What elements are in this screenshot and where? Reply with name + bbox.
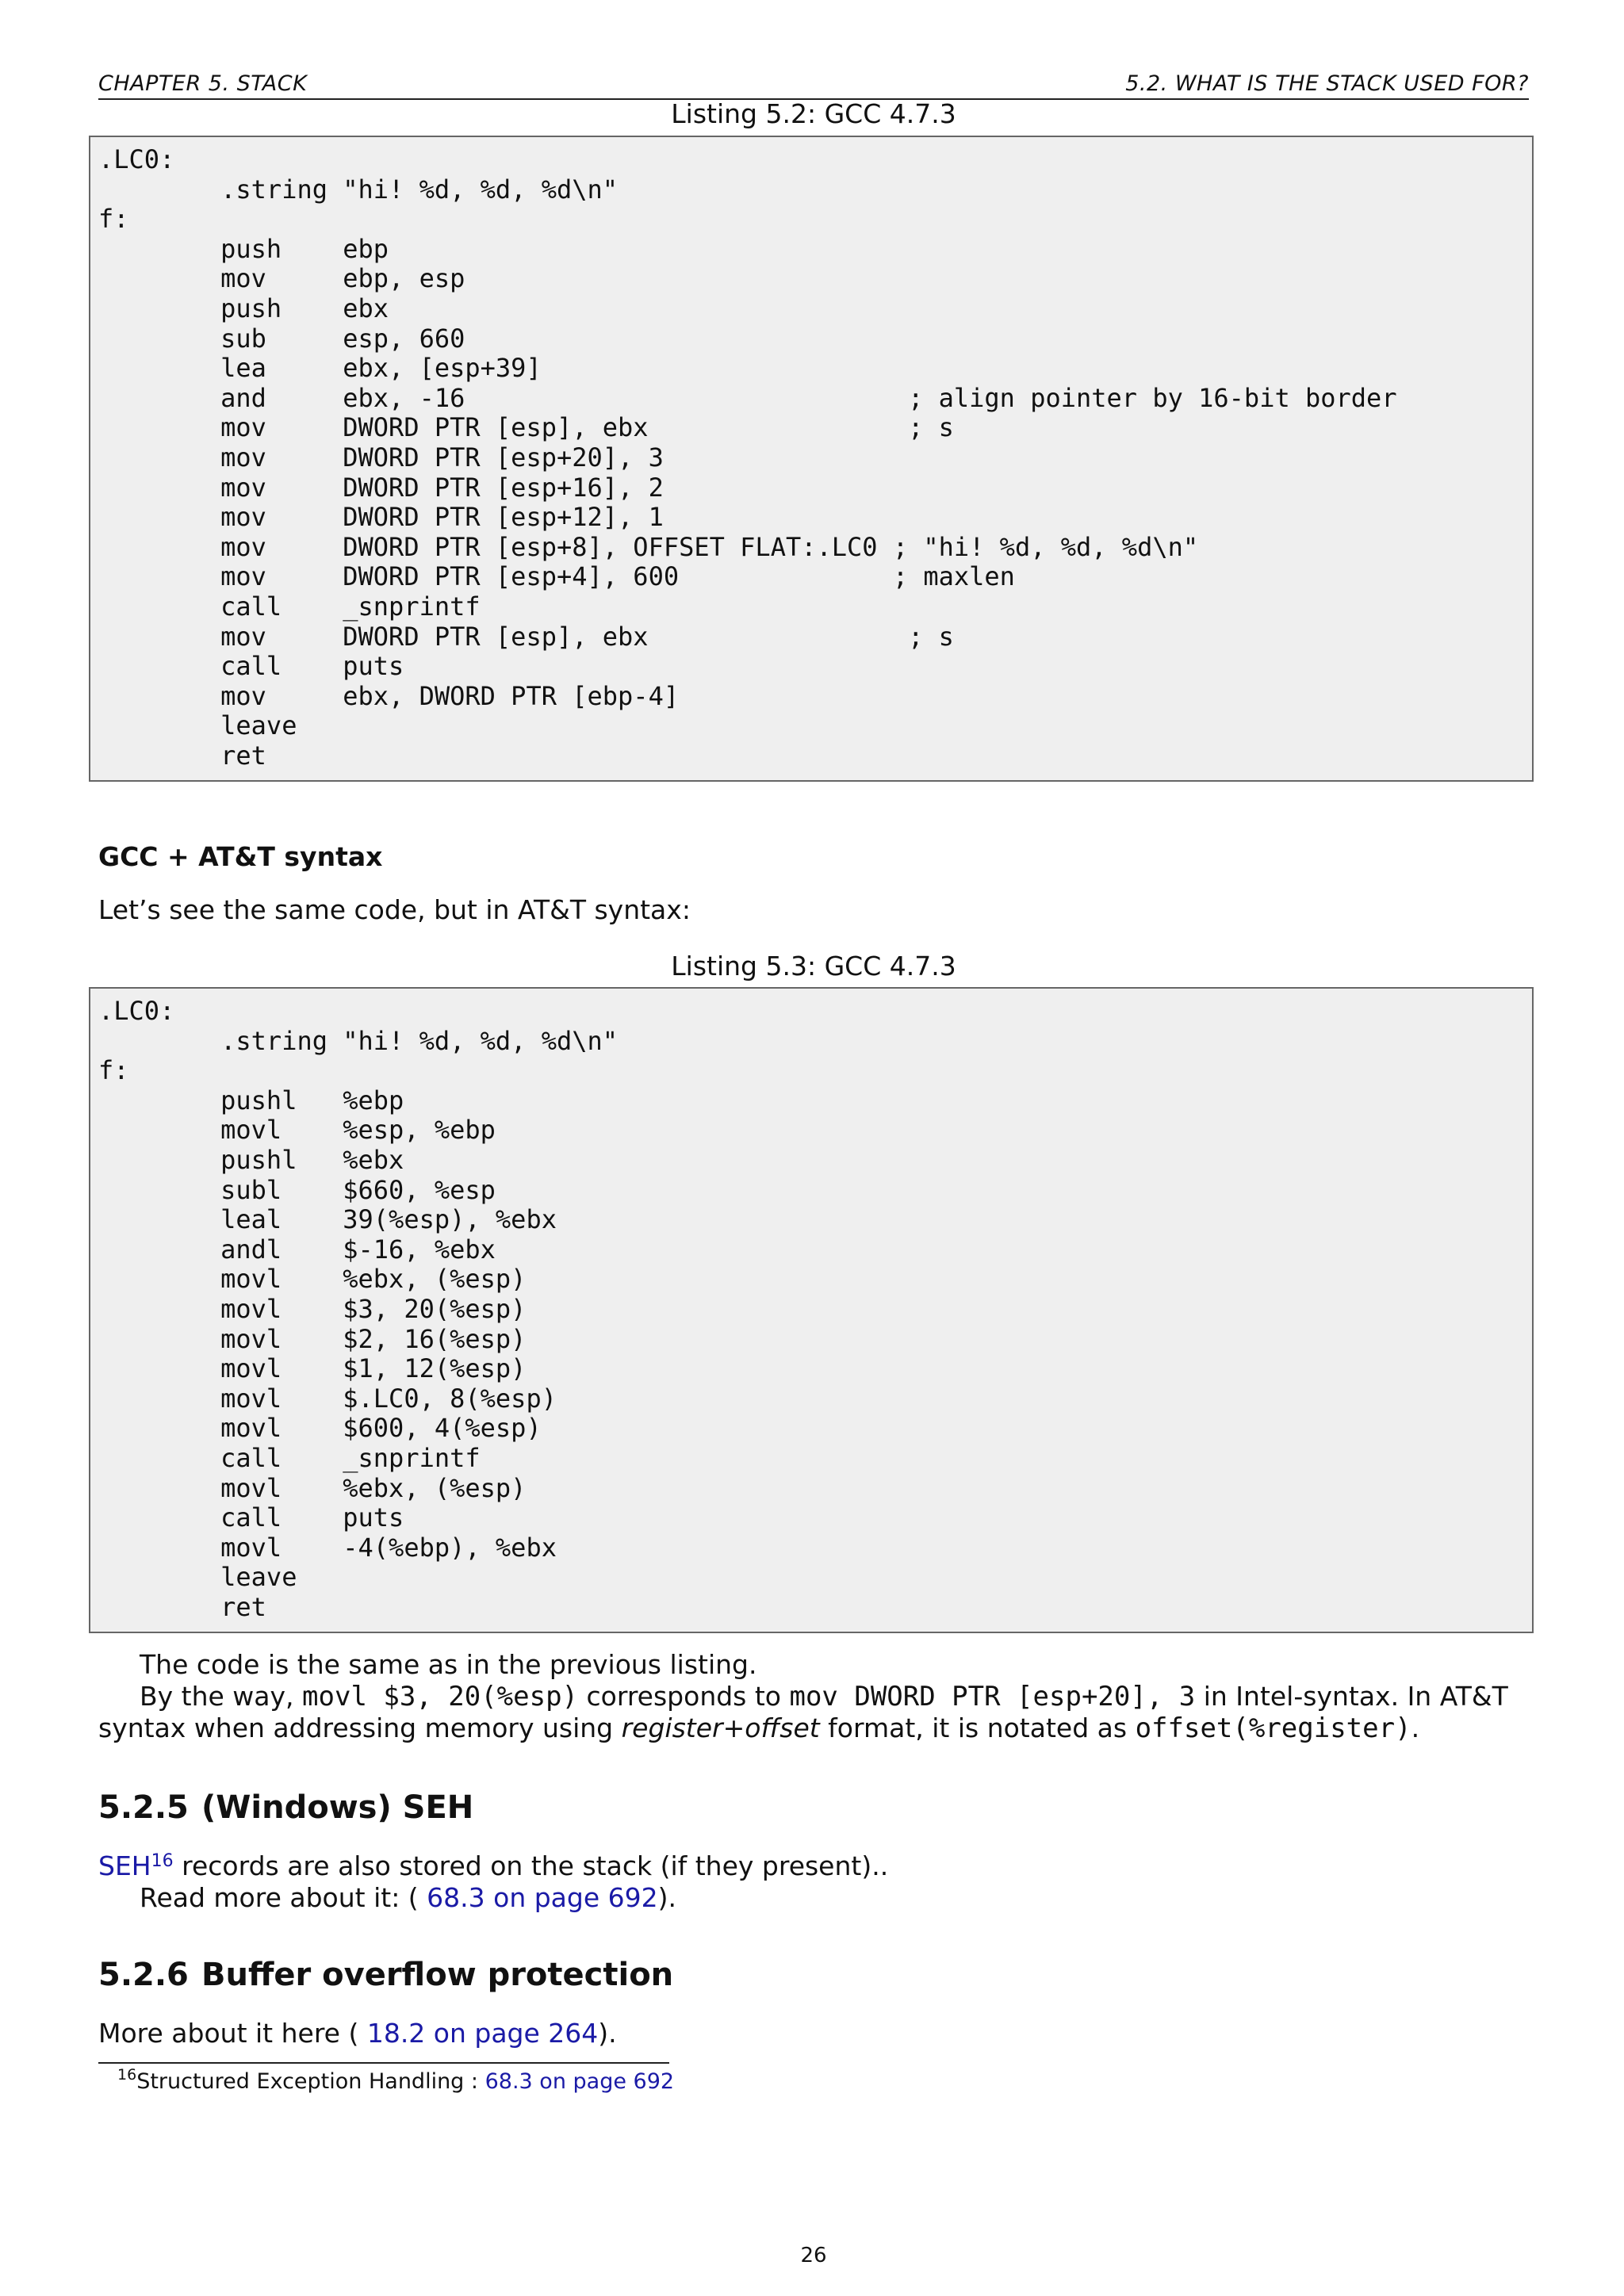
document-page	[98, 0, 1529, 2296]
register-offset-text: register+offset	[621, 1712, 820, 1743]
section-number: 5.2.5	[98, 1789, 189, 1826]
seh-link[interactable]: SEH	[98, 1850, 151, 1881]
header-section: 5.2. WHAT IS THE STACK USED FOR?	[1125, 71, 1529, 96]
section-5-2-6-heading	[98, 1957, 673, 1993]
att-syntax-heading: GCC + AT&T syntax	[98, 841, 383, 872]
page-number: 26	[800, 2244, 827, 2267]
listing-5-2-code: .LC0: .string "hi! %d, %d, %d\n" f: push ebp mov ebp, esp push ebx sub esp, 660 lea ebx, [esp+39] and ebx, -16 ; align pointer by 16-bit border mov DWORD PTR [esp], ebx ; s mov DWORD PTR [esp+20], 3 mov DWORD PTR [esp+16], 2 mov DWORD PTR [esp+12], 1 mov DWORD PTR [esp+8], OFFSET FLAT:.LC0 ; "hi! %d, %d, %d\n" mov DWORD PTR [esp+4], 600 ; maxlen call _snprintf mov DWORD PTR [esp], ebx ; s call puts mov ebx, DWORD PTR [ebp-4] leave ret	[98, 144, 1397, 771]
listing-5-3-code-block	[89, 987, 1534, 1633]
intel-syntax-text: in Intel-syntax. In AT&T syntax when addressing memory using	[98, 1681, 1508, 1743]
corresponds-text: corresponds to	[578, 1681, 790, 1712]
more-text: More about it here (	[98, 2018, 367, 2049]
section-title: Buffer overflow protection	[201, 1957, 674, 1993]
seh-records-text: records are also stored on the stack (if they present)..	[173, 1850, 889, 1881]
listing-5-2-caption: Listing 5.2: GCC 4.7.3	[671, 98, 956, 129]
overflow-page-ref-link[interactable]: 18.2 on page 264	[366, 2018, 599, 2049]
listing-5-2-code-block	[89, 136, 1534, 782]
code-intel-example: mov DWORD PTR [esp+20], 3	[789, 1681, 1196, 1712]
read-more-paragraph	[98, 1882, 1529, 1914]
section-number: 5.2.6	[98, 1957, 189, 1993]
period: .	[1411, 1712, 1420, 1743]
overflow-paragraph	[98, 2018, 1529, 2049]
paragraph-same-code: The code is the same as in the previous listing.	[140, 1649, 757, 1680]
listing-5-3-code: .LC0: .string "hi! %d, %d, %d\n" f: pushl %ebp movl %esp, %ebp pushl %ebx subl $660, %esp leal 39(%esp), %ebx andl $-16, %ebx movl %ebx, (%esp) movl $3, 20(%esp) movl $2, 16(%esp) movl $1, 12(%esp) movl $.LC0, 8(%esp) movl $600, 4(%esp) call _snprintf movl %ebx, (%esp) call puts movl -4(%ebp), %ebx leave ret	[98, 996, 619, 1622]
more-close: ).	[598, 2018, 617, 2049]
seh-page-ref-link[interactable]: 68.3 on page 692	[427, 1882, 658, 1913]
section-5-2-5-heading	[98, 1789, 473, 1826]
footnote-16-mark[interactable]: 16	[151, 1851, 174, 1871]
footnote-mark: 16	[117, 2066, 137, 2084]
notated-text: format, it is notated as	[819, 1712, 1136, 1743]
seh-paragraph	[98, 1850, 1529, 1882]
read-more-close: ).	[657, 1882, 677, 1913]
listing-5-3-caption: Listing 5.3: GCC 4.7.3	[671, 951, 956, 982]
read-more-text: Read more about it: (	[140, 1882, 427, 1913]
code-offset-register: offset(%register)	[1135, 1712, 1411, 1744]
footnote-16	[117, 2066, 675, 2094]
running-header	[98, 68, 1529, 100]
att-syntax-intro: Let’s see the same code, but in AT&T syntax:	[98, 894, 691, 925]
footnote-divider	[98, 2062, 669, 2064]
paragraph-syntax-note	[98, 1681, 1529, 1744]
by-the-way-text: By the way,	[140, 1681, 303, 1712]
footnote-text: Structured Exception Handling :	[136, 2069, 485, 2094]
code-att-example: movl $3, 20(%esp)	[302, 1681, 579, 1712]
header-chapter: CHAPTER 5. STACK	[98, 71, 308, 96]
footnote-link[interactable]: 68.3 on page 692	[485, 2069, 675, 2094]
section-title: (Windows) SEH	[201, 1789, 474, 1826]
